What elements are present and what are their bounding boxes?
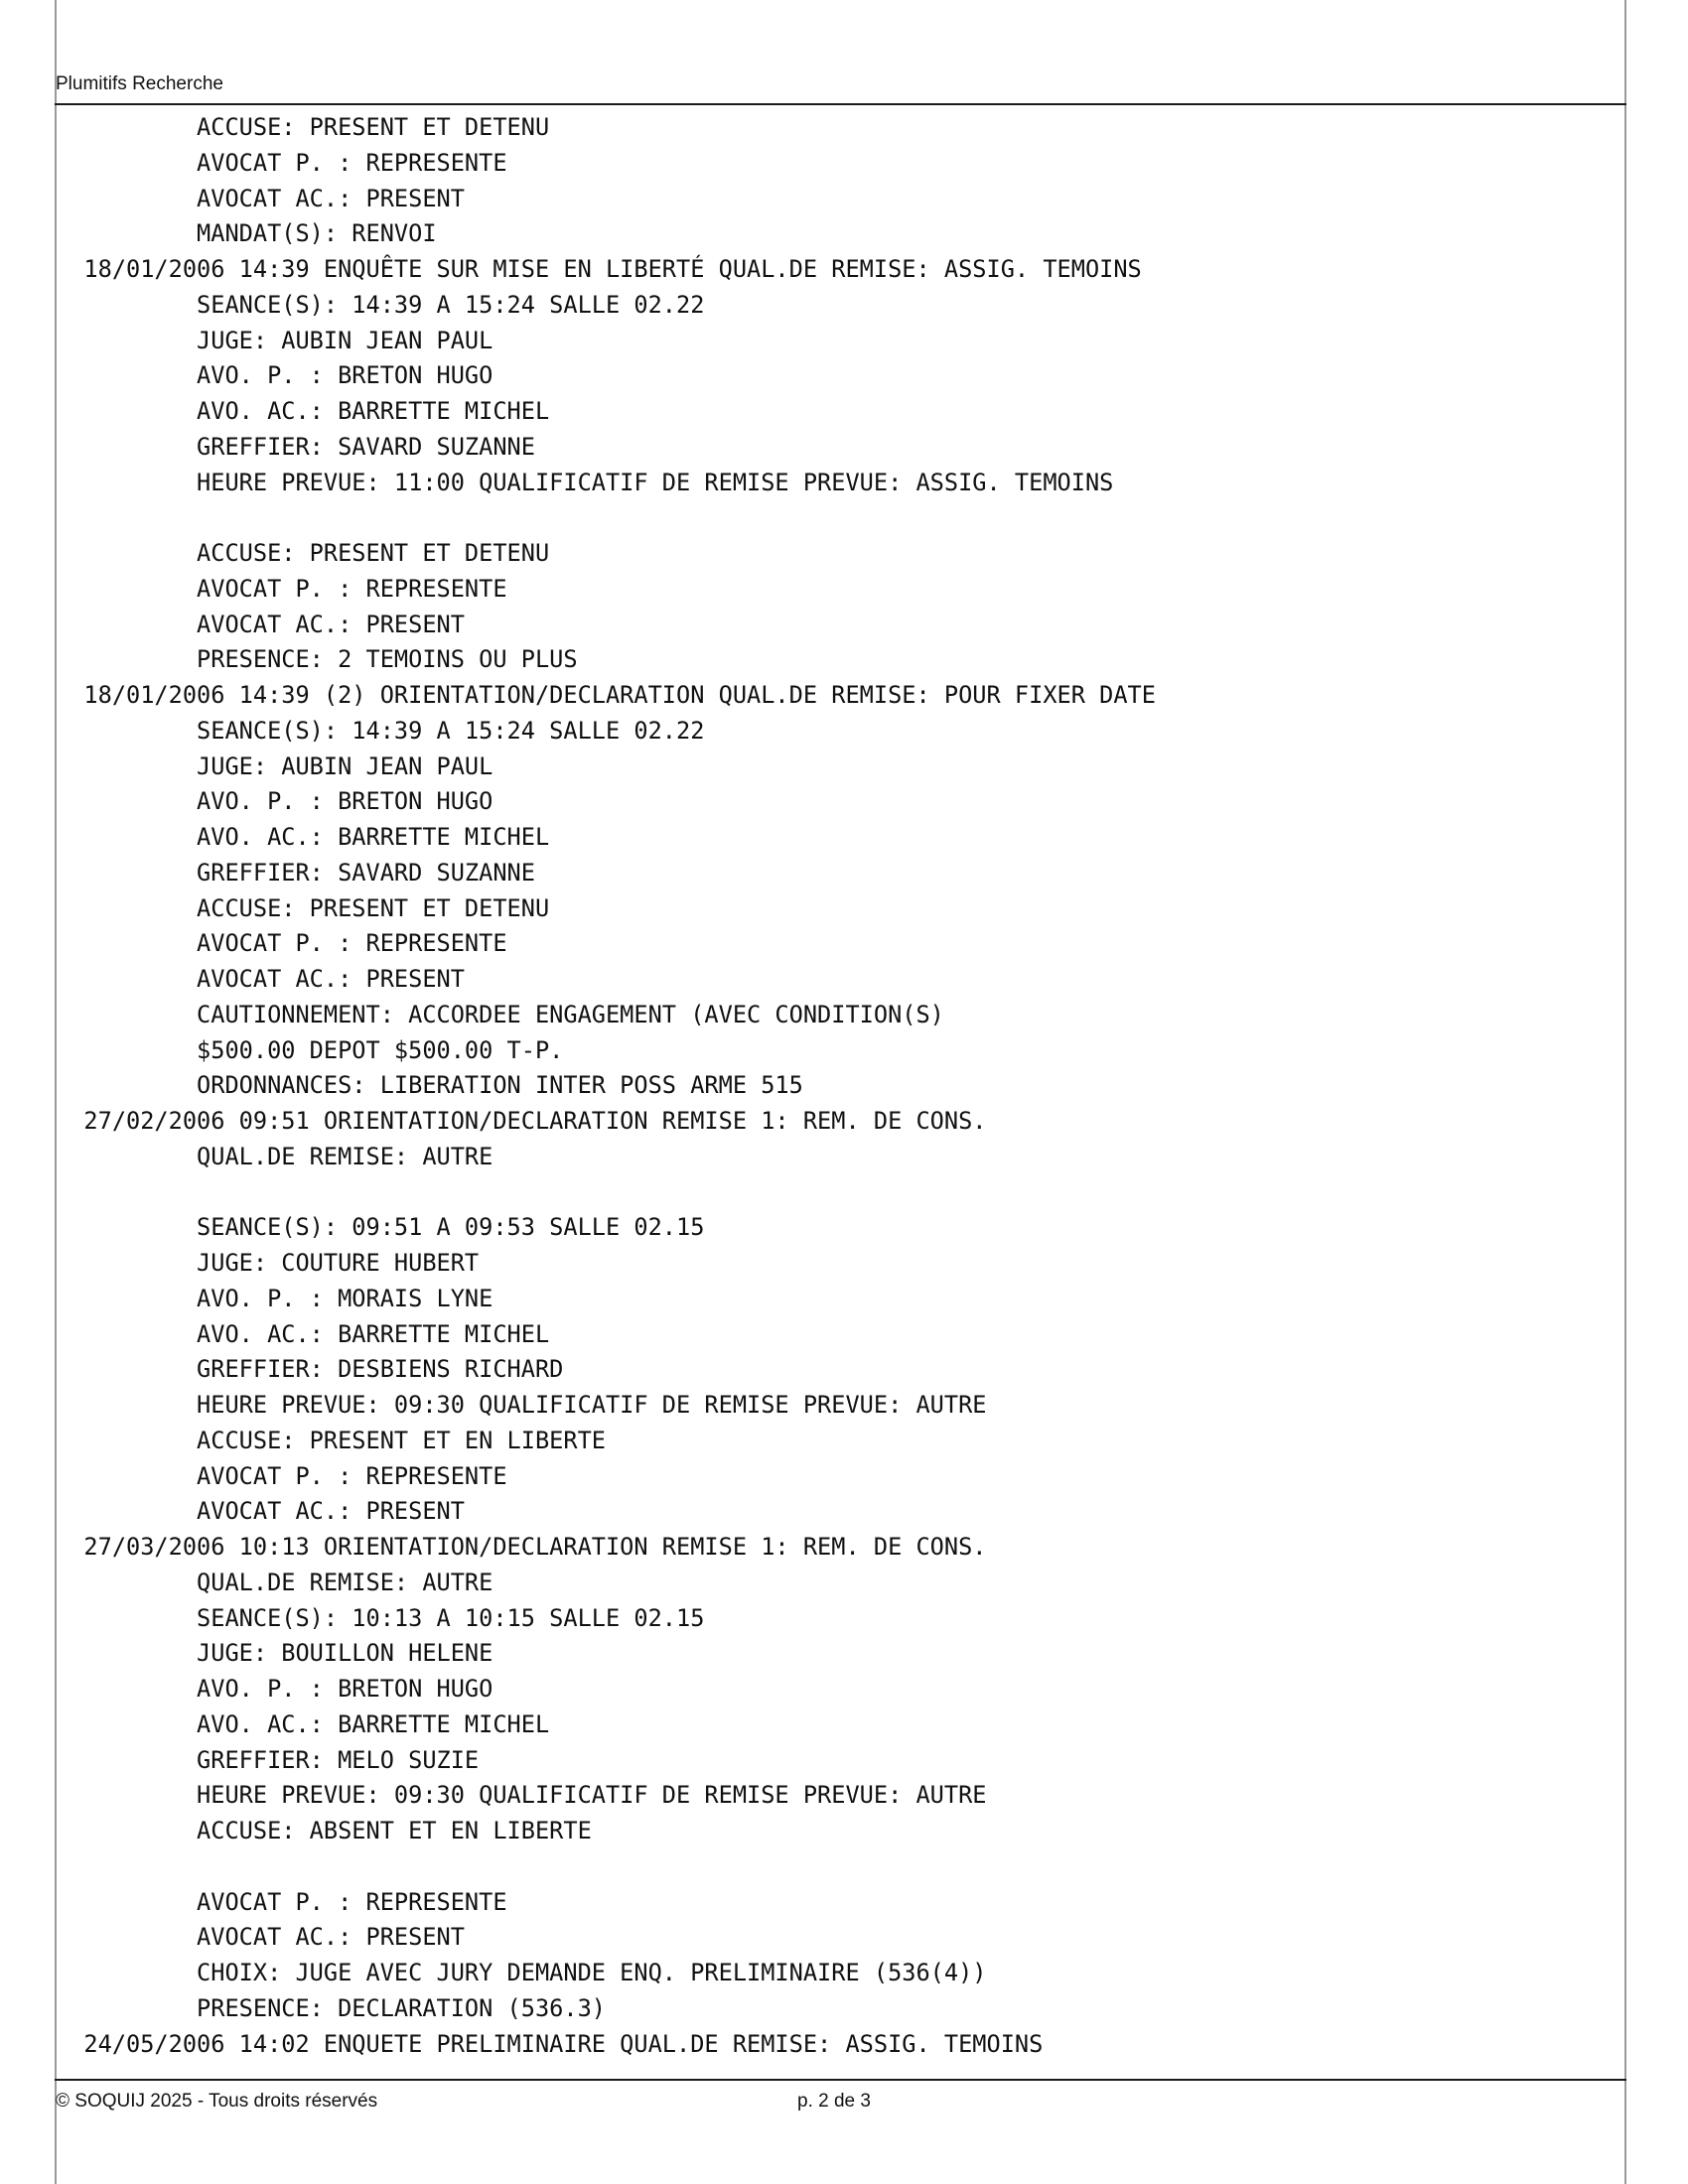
docket-line: QUAL.DE REMISE: AUTRE (56, 1568, 493, 1596)
docket-line: GREFFIER: MELO SUZIE (56, 1745, 480, 1774)
docket-line: GREFFIER: SAVARD SUZANNE (56, 432, 535, 461)
docket-line: ACCUSE: PRESENT ET DETENU (56, 539, 550, 567)
docket-line: AVOCAT AC.: PRESENT (56, 184, 465, 212)
docket-line: AVOCAT AC.: PRESENT (56, 610, 465, 638)
footer-divider (55, 2079, 1626, 2081)
docket-line: AVO. AC.: BARRETTE MICHEL (56, 397, 550, 425)
docket-line: AVOCAT P. : REPRESENTE (56, 929, 507, 958)
docket-entries (56, 110, 1605, 2062)
docket-line: GREFFIER: DESBIENS RICHARD (56, 1355, 564, 1384)
docket-line: AVO. AC.: BARRETTE MICHEL (56, 823, 550, 851)
docket-line: HEURE PREVUE: 09:30 QUALIFICATIF DE REMISE PREVUE: AUTRE (56, 1391, 987, 1419)
docket-line: GREFFIER: SAVARD SUZANNE (56, 858, 535, 887)
docket-line: CAUTIONNEMENT: ACCORDEE ENGAGEMENT (AVEC CONDITION(S) (56, 1000, 944, 1028)
blank-line (56, 1175, 1605, 1211)
docket-line: 27/03/2006 10:13 ORIENTATION/DECLARATION REMISE 1: REM. DE CONS. (56, 1533, 987, 1561)
docket-line: SEANCE(S): 09:51 A 09:53 SALLE 02.15 (56, 1213, 705, 1242)
docket-line: JUGE: COUTURE HUBERT (56, 1249, 480, 1277)
docket-line: ORDONNANCES: LIBERATION INTER POSS ARME 515 (56, 1071, 803, 1100)
docket-line: AVO. P. : BRETON HUGO (56, 1675, 493, 1703)
docket-line: AVOCAT AC.: PRESENT (56, 965, 465, 993)
docket-line: ACCUSE: PRESENT ET DETENU (56, 113, 550, 141)
docket-line: AVOCAT AC.: PRESENT (56, 1497, 465, 1526)
docket-line: ACCUSE: PRESENT ET DETENU (56, 893, 550, 922)
docket-line: PRESENCE: 2 TEMOINS OU PLUS (56, 645, 578, 674)
docket-line: AVOCAT P. : REPRESENTE (56, 148, 507, 177)
docket-line: HEURE PREVUE: 09:30 QUALIFICATIF DE REMISE PREVUE: AUTRE (56, 1781, 987, 1810)
docket-line: JUGE: AUBIN JEAN PAUL (56, 326, 493, 354)
docket-line: SEANCE(S): 14:39 A 15:24 SALLE 02.22 (56, 716, 705, 745)
docket-line: AVOCAT P. : REPRESENTE (56, 1461, 507, 1490)
page-right-border (1624, 0, 1626, 2184)
docket-line: AVOCAT P. : REPRESENTE (56, 574, 507, 603)
docket-line: PRESENCE: DECLARATION (536.3) (56, 1993, 606, 2022)
docket-line: AVO. AC.: BARRETTE MICHEL (56, 1319, 550, 1348)
footer-page-number: p. 2 de 3 (797, 2091, 871, 2112)
blank-line (56, 500, 1605, 536)
footer-copyright: © SOQUIJ 2025 - Tous droits réservés (56, 2091, 378, 2112)
docket-line: 27/02/2006 09:51 ORIENTATION/DECLARATION REMISE 1: REM. DE CONS. (56, 1107, 987, 1135)
docket-line: AVO. P. : MORAIS LYNE (56, 1284, 493, 1312)
docket-line: JUGE: BOUILLON HELENE (56, 1639, 493, 1668)
docket-line: HEURE PREVUE: 11:00 QUALIFICATIF DE REMISE PREVUE: ASSIG. TEMOINS (56, 468, 1114, 496)
docket-line: 18/01/2006 14:39 (2) ORIENTATION/DECLARATION QUAL.DE REMISE: POUR FIXER DATE (56, 681, 1156, 709)
docket-line: JUGE: AUBIN JEAN PAUL (56, 751, 493, 780)
docket-line: 18/01/2006 14:39 ENQUÊTE SUR MISE EN LIBERTÉ QUAL.DE REMISE: ASSIG. TEMOINS (56, 255, 1142, 283)
docket-line: ACCUSE: ABSENT ET EN LIBERTE (56, 1817, 592, 1844)
blank-line (56, 1849, 1605, 1885)
docket-line: AVO. P. : BRETON HUGO (56, 787, 493, 816)
docket-line: $500.00 DEPOT $500.00 T-P. (56, 1035, 564, 1064)
docket-line: CHOIX: JUGE AVEC JURY DEMANDE ENQ. PRELIMINAIRE (536(4)) (56, 1959, 987, 1986)
docket-line: QUAL.DE REMISE: AUTRE (56, 1142, 493, 1170)
docket-line: SEANCE(S): 10:13 A 10:15 SALLE 02.15 (56, 1603, 705, 1632)
header-divider (55, 103, 1626, 105)
docket-line: SEANCE(S): 14:39 A 15:24 SALLE 02.22 (56, 290, 705, 319)
docket-line: AVOCAT AC.: PRESENT (56, 1923, 465, 1952)
docket-line: AVO. AC.: BARRETTE MICHEL (56, 1709, 550, 1738)
docket-line: ACCUSE: PRESENT ET EN LIBERTE (56, 1426, 606, 1454)
docket-line: MANDAT(S): RENVOI (56, 219, 437, 248)
docket-line: AVO. P. : BRETON HUGO (56, 361, 493, 390)
docket-line: AVOCAT P. : REPRESENTE (56, 1887, 507, 1916)
page-header-title: Plumitifs Recherche (56, 73, 223, 94)
docket-line: 24/05/2006 14:02 ENQUETE PRELIMINAIRE QUAL.DE REMISE: ASSIG. TEMOINS (56, 2029, 1044, 2058)
